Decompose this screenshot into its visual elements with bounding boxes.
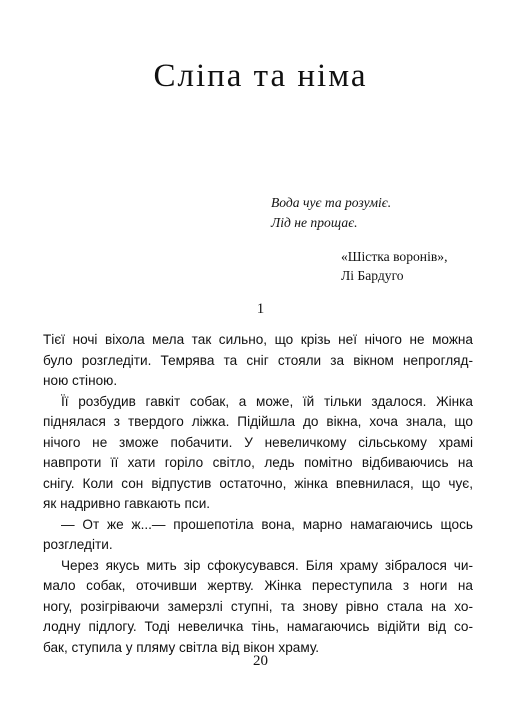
text-line: снігу. Коли сон відпустив остаточно, жінка впевнилася, що чує, [43, 475, 473, 491]
text-line: нічого не зможе побачити. У невеличкому сільському храмі [43, 434, 473, 450]
epigraph-source: «Шістка воронів», [341, 249, 448, 264]
epigraph-author: Лі Бардуго [341, 268, 404, 283]
paragraph [43, 392, 473, 515]
text-line: було розгледіти. Темрява та сніг стояли за вікном непрогляд- [43, 352, 473, 368]
text-line: піднялася з твердого ліжка. Підійшла до вікна, хоча знала, що [43, 414, 473, 429]
text-line: Тієї ночі віхола мела так сильно, що крізь неї нічого не можна [43, 332, 473, 347]
epigraph-attribution [271, 247, 471, 285]
text-line: навпроти її хати горіло світло, ледь помітно відбиваючись на [43, 455, 473, 470]
section-number: 1 [256, 301, 265, 317]
paragraph [43, 515, 473, 556]
text-line: бак, ступила у пляму світла від вікон храму. [43, 639, 320, 655]
text-line: ногу, розігріваючи замерзлі ступні, та знову рівно стала на хо- [43, 598, 473, 614]
text-line: — От же ж...— прошепотіла вона, марно намагаючись щось [61, 516, 473, 532]
chapter-title: Сліпа та німа [153, 58, 368, 94]
text-line: Через якусь мить зір сфокусувався. Біля храму зібралося чи- [61, 557, 473, 573]
epigraph-line: Лід не прощає. [271, 215, 358, 230]
paragraph [43, 330, 473, 392]
epigraph [271, 193, 471, 285]
text-line: розгледіти. [43, 537, 113, 552]
epigraph-line: Вода чує та розуміє. [271, 195, 392, 210]
text-line: мало собак, оточивши жертву. Жінка переступила з ноги на [43, 578, 473, 593]
text-line: ною стіною. [43, 373, 118, 388]
text-line: Її розбудив гавкіт собак, а може, їй тільки здалося. Жінка [61, 393, 473, 409]
text-line: як надривно гавкають пси. [43, 496, 211, 511]
text-line: лодну підлогу. Тоді невеличка тінь, намагаючись відійти від со- [43, 619, 473, 634]
paragraph [43, 556, 473, 659]
body-text [43, 330, 473, 658]
page-number: 20 [253, 653, 268, 669]
